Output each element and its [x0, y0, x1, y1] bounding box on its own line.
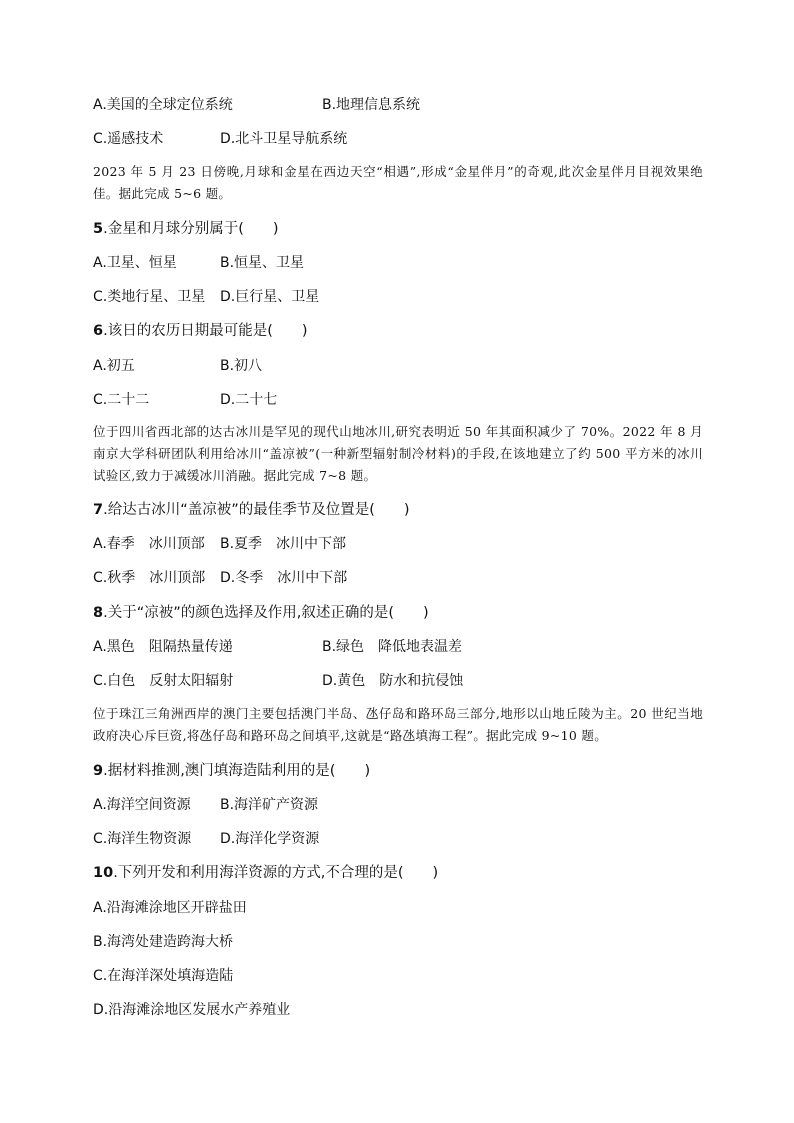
- q6-option-d: D.二十七: [220, 392, 278, 408]
- question-8: [93, 603, 429, 623]
- q9-option-a: A.海洋空间资源: [93, 797, 191, 813]
- q7-option-b: B.夏季 冰川中下部: [220, 536, 347, 552]
- question-9: [93, 761, 370, 781]
- q10-option-b: B.海湾处建造跨海大桥: [93, 934, 234, 950]
- q9-option-c: C.海洋生物资源: [93, 831, 192, 847]
- question-number: 9: [93, 763, 104, 779]
- q6-option-b: B.初八: [220, 358, 263, 374]
- q6-option-c: C.二十二: [93, 392, 150, 408]
- question-number: 5: [93, 221, 104, 237]
- question-10: [93, 863, 438, 883]
- question-text: .下列开发和利用海洋资源的方式,不合理的是( ): [113, 865, 439, 881]
- question-number: 7: [93, 502, 104, 518]
- question-text: .金星和月球分别属于( ): [103, 221, 279, 237]
- q7-option-d: D.冬季 冰川中下部: [220, 570, 348, 586]
- question-7: [93, 500, 410, 520]
- question-5: [93, 219, 279, 239]
- q6-option-a: A.初五: [93, 358, 135, 374]
- question-number: 6: [93, 323, 104, 339]
- q10-option-d: D.沿海滩涂地区发展水产养殖业: [93, 1002, 291, 1018]
- q9-option-d: D.海洋化学资源: [220, 831, 320, 847]
- question-text: .关于“凉被”的颜色选择及作用,叙述正确的是( ): [103, 605, 429, 621]
- q10-option-c: C.在海洋深处填海造陆: [93, 968, 234, 984]
- q10-option-a: A.沿海滩涂地区开辟盐田: [93, 900, 247, 916]
- q4-option-b: B.地理信息系统: [322, 97, 421, 113]
- q5-option-b: B.恒星、卫星: [220, 255, 305, 271]
- q8-option-c: C.白色 反射太阳辐射: [93, 673, 234, 689]
- q4-option-d: D.北斗卫星导航系统: [220, 131, 348, 147]
- passage-macau-reclamation: 位于珠江三角洲西岸的澳门主要包括澳门半岛、氹仔岛和路环岛三部分,地形以山地丘陵为主。20 世纪当地政府决心斥巨资,将氹仔岛和路环岛之间填平,这就是“路氹填海工程”。据此完成 9~10 题。: [93, 706, 703, 743]
- q5-option-d: D.巨行星、卫星: [220, 289, 320, 305]
- question-text: .给达古冰川“盖凉被”的最佳季节及位置是( ): [103, 502, 410, 518]
- q9-option-b: B.海洋矿产资源: [220, 797, 319, 813]
- q4-option-a: A.美国的全球定位系统: [93, 97, 233, 113]
- question-text: .该日的农历日期最可能是( ): [103, 323, 308, 339]
- question-number: 10: [93, 865, 114, 881]
- q5-option-a: A.卫星、恒星: [93, 255, 177, 271]
- q4-option-c: C.遥感技术: [93, 131, 164, 147]
- q8-option-b: B.绿色 降低地表温差: [322, 639, 463, 655]
- q8-option-d: D.黄色 防水和抗侵蚀: [322, 673, 464, 689]
- question-6: [93, 321, 308, 341]
- q7-option-c: C.秋季 冰川顶部: [93, 570, 206, 586]
- passage-dagu-glacier: 位于四川省西北部的达古冰川是罕见的现代山地冰川,研究表明近 50 年其面积减少了 70%。2022 年 8 月南京大学科研团队利用给冰川“盖凉被”(一种新型辐射制冷材料)的手段,在该地建立了约 500 平方米的冰川试验区,致力于减缓冰川消融。据此完成 7~8 题。: [93, 424, 703, 483]
- passage-venus-moon: 2023 年 5 月 23 日傍晚,月球和金星在西边天空“相遇”,形成“金星伴月”的奇观,此次金星伴月目视效果绝佳。据此完成 5~6 题。: [93, 164, 703, 201]
- q5-option-c: C.类地行星、卫星: [93, 289, 206, 305]
- question-number: 8: [93, 605, 104, 621]
- q8-option-a: A.黑色 阻隔热量传递: [93, 639, 233, 655]
- q7-option-a: A.春季 冰川顶部: [93, 536, 205, 552]
- question-text: .据材料推测,澳门填海造陆利用的是( ): [103, 763, 371, 779]
